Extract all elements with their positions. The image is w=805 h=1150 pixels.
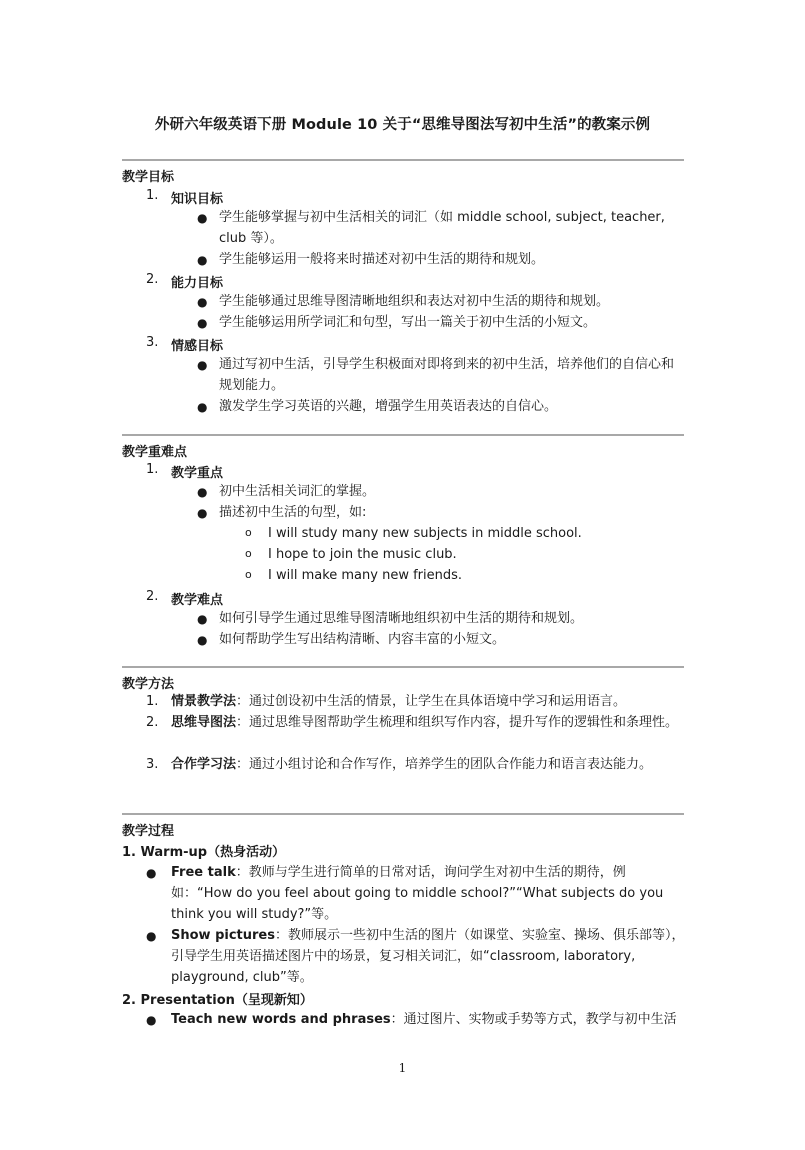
bullet-dot: ● <box>197 316 208 330</box>
example-sentence: I will make many new friends. <box>268 568 463 583</box>
list-number: 2. <box>146 715 159 730</box>
list-number: 3. <box>146 335 159 350</box>
activity-item <box>171 1009 686 1030</box>
method-item <box>171 754 686 775</box>
method-description: ：通过创设初中生活的情景，让学生在具体语境中学习和运用语言。 <box>236 694 627 709</box>
section-heading-difficulties: 教学重难点 <box>122 445 188 460</box>
method-label: 合作学习法 <box>171 757 237 772</box>
activity-item <box>171 925 686 988</box>
method-label: 情景教学法 <box>171 694 237 709</box>
bullet-dot: ● <box>197 211 208 225</box>
bullet-dot: ● <box>197 485 208 499</box>
list-number: 1. <box>146 188 159 203</box>
document-title: 外研六年级英语下册 Module 10 关于“思维导图法写初中生活”的教案示例 <box>154 117 651 133</box>
step-heading-warm-up: 1. Warm-up（热身活动） <box>122 845 286 860</box>
method-item <box>171 712 686 733</box>
method-description: ：通过小组讨论和合作写作，培养学生的团队合作能力和语言表达能力。 <box>236 757 653 772</box>
activity-item <box>171 862 686 925</box>
list-number: 2. <box>146 272 159 287</box>
bullet-dot: ● <box>146 929 157 943</box>
list-item: 通过写初中生活，引导学生积极面对即将到来的初中生活，培养他们的自信心和规划能力。 <box>219 357 675 393</box>
bullet-dot: ● <box>197 295 208 309</box>
objective-label-emotion: 情感目标 <box>171 339 224 354</box>
focus-label-difficulties: 教学难点 <box>171 593 224 608</box>
section-divider <box>122 159 684 161</box>
method-label: 思维导图法 <box>171 715 237 730</box>
activity-description: ：通过图片、实物或手势等方式，教学与初中生活 <box>390 1012 677 1027</box>
method-item <box>171 691 686 712</box>
step-heading-presentation: 2. Presentation（呈现新知） <box>122 993 313 1008</box>
section-divider <box>122 813 684 815</box>
section-divider <box>122 434 684 436</box>
bullet-dot: ● <box>197 633 208 647</box>
circle-bullet: o <box>245 568 252 581</box>
bullet-dot: ● <box>197 358 208 372</box>
circle-bullet: o <box>245 526 252 539</box>
list-item: 如何帮助学生写出结构清晰、内容丰富的小短文。 <box>219 632 506 647</box>
list-number: 3. <box>146 757 159 772</box>
bullet-dot: ● <box>197 506 208 520</box>
page-number: 1 <box>398 1061 407 1075</box>
section-heading-process: 教学过程 <box>122 824 175 839</box>
objective-label-knowledge: 知识目标 <box>171 192 224 207</box>
activity-description: ：教师与学生进行简单的日常对话，询问学生对初中生活的期待，例如：“How do you feel about going to middle school?”“What subjects do you think you will study?”等。 <box>171 865 664 922</box>
list-item: 如何引导学生通过思维导图清晰地组织初中生活的期待和规划。 <box>219 611 584 626</box>
list-item: 描述初中生活的句型，如: <box>219 505 367 520</box>
method-description: ：通过思维导图帮助学生梳理和组织写作内容，提升写作的逻辑性和条理性。 <box>236 715 679 730</box>
list-item: 初中生活相关词汇的掌握。 <box>219 484 376 499</box>
activity-label: Teach new words and phrases <box>171 1012 391 1027</box>
list-item: 学生能够掌握与初中生活相关的词汇（如 middle school, subject, teacher, club 等）。 <box>219 210 665 246</box>
bullet-dot: ● <box>146 1013 157 1027</box>
activity-label: Free talk <box>171 865 236 880</box>
list-item: 学生能够运用所学词汇和句型，写出一篇关于初中生活的小短文。 <box>219 315 597 330</box>
focus-label-key-points: 教学重点 <box>171 466 224 481</box>
list-item: 激发学生学习英语的兴趣，增强学生用英语表达的自信心。 <box>219 399 558 414</box>
activity-description: ：教师展示一些初中生活的图片（如课堂、实验室、操场、俱乐部等），引导学生用英语描述图片中的场景，复习相关词汇，如“classroom, laboratory, playground, club”等。 <box>171 928 685 985</box>
objective-label-ability: 能力目标 <box>171 276 224 291</box>
list-number: 1. <box>146 694 159 709</box>
bullet-dot: ● <box>146 866 157 880</box>
bullet-dot: ● <box>197 400 208 414</box>
example-sentence: I will study many new subjects in middle school. <box>268 526 582 541</box>
list-item: 学生能够通过思维导图清晰地组织和表达对初中生活的期待和规划。 <box>219 294 610 309</box>
bullet-dot: ● <box>197 253 208 267</box>
activity-label: Show pictures <box>171 928 275 943</box>
list-number: 1. <box>146 462 159 477</box>
section-heading-methods: 教学方法 <box>122 677 175 692</box>
list-number: 2. <box>146 589 159 604</box>
section-heading-objectives: 教学目标 <box>122 170 175 185</box>
example-sentence: I hope to join the music club. <box>268 547 457 562</box>
bullet-dot: ● <box>197 612 208 626</box>
circle-bullet: o <box>245 547 252 560</box>
section-divider <box>122 666 684 668</box>
list-item: 学生能够运用一般将来时描述对初中生活的期待和规划。 <box>219 252 545 267</box>
